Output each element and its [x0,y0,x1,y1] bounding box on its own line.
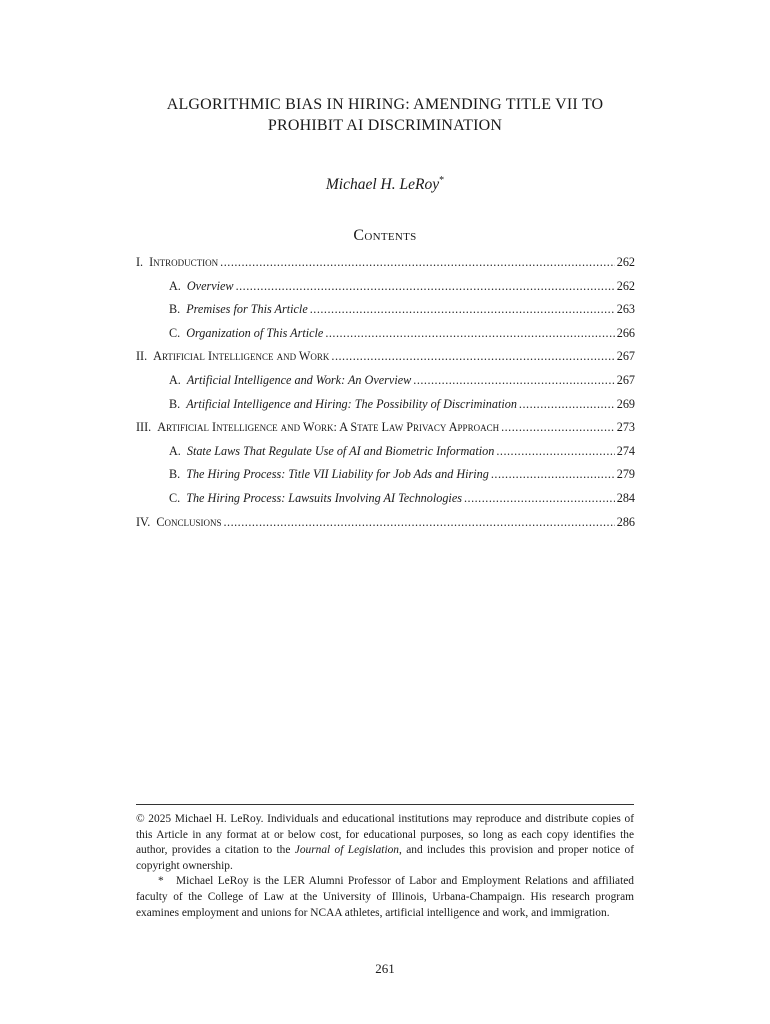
toc-entry-label: Organization of This Article [186,325,324,340]
toc-entry-number: A. [169,372,181,387]
toc-entry-number: II. [136,349,148,364]
toc-entry[interactable] [136,515,635,539]
toc-leader [501,420,615,435]
toc-entry-label: Artificial Intelligence and Hiring: The Possibility of Discrimination [186,396,517,411]
toc-entry[interactable] [136,349,635,373]
page-number: 261 [375,961,395,976]
toc-entry-page: 263 [616,302,635,317]
toc-entry[interactable] [136,444,635,468]
toc-leader [413,373,614,388]
article-title [110,94,660,136]
toc-entry[interactable] [136,326,635,350]
author-byline [0,175,770,194]
toc-entry-number: A. [169,443,181,458]
toc-entry[interactable] [136,302,635,326]
footnote-author-text: Michael LeRoy is the LER Alumni Professor of Labor and Employment Relations and affiliated faculty of the College of Law at the University of Illinois, Urbana-Champaign. His research program examines employment and unions for NCAA athletes, artificial intelligence and work, and immigration. [136,875,634,919]
toc-entry[interactable] [136,255,635,279]
toc-entry-number: IV. [136,514,151,529]
footnote-copyright-text: © 2025 Michael H. LeRoy. Individuals and educational institutions may reproduce and distribute copies of this Article in any format at or below cost, for educational purposes, so long as each copy identifies the author, provides a citation to the [136,813,634,857]
toc-entry[interactable] [136,467,635,491]
toc-entry[interactable] [136,420,635,444]
toc-leader [519,397,615,412]
toc-entry-label: Introduction [149,255,219,269]
toc-entry-number: C. [169,490,181,505]
footnote-mark: * [158,875,164,888]
footnote-copyright-text-end: , and includes this provision and proper notice of copyright ownership. [136,844,634,872]
contents-heading: Contents [353,227,417,244]
toc-leader [496,444,614,459]
footnote-author [136,874,634,921]
toc-entry-label: Artificial Intelligence and Work: An Overview [186,372,412,387]
toc-entry-page: 267 [616,349,635,364]
toc-leader [223,515,614,530]
table-of-contents [136,255,635,538]
toc-entry-number: C. [169,325,181,340]
toc-entry[interactable] [136,373,635,397]
toc-entry-page: 286 [616,514,635,529]
toc-entry-label: The Hiring Process: Lawsuits Involving AI Technologies [186,490,462,505]
toc-entry-page: 273 [616,420,635,435]
toc-leader [491,467,615,482]
toc-entry-label: Artificial Intelligence and Work [153,349,330,364]
toc-entry-label: Overview [186,278,234,293]
toc-entry-label: Premises for This Article [186,302,308,317]
toc-entry-number: A. [169,278,181,293]
toc-entry-page: 266 [616,325,635,340]
toc-entry-label: The Hiring Process: Title VII Liability for Job Ads and Hiring [186,467,489,482]
toc-entry-page: 262 [616,255,635,269]
toc-entry-page: 267 [616,372,635,387]
footnote-divider [136,804,634,805]
title-line-2: PROHIBIT AI DISCRIMINATION [267,117,503,134]
author-footnote-mark[interactable]: * [439,175,445,186]
toc-leader [236,279,615,294]
toc-leader [464,491,615,506]
toc-entry-page: 269 [616,396,635,411]
toc-entry-number: B. [169,396,181,411]
toc-leader [310,302,615,317]
toc-entry-label: Conclusions [156,514,222,529]
toc-entry-number: I. [136,255,144,269]
toc-leader [325,326,614,341]
toc-entry-label: State Laws That Regulate Use of AI and Biometric Information [186,443,495,458]
toc-entry-label: Artificial Intelligence and Work: A State Law Privacy Approach [157,420,500,435]
toc-leader [220,255,615,270]
toc-leader [331,349,614,364]
journal-title: Journal of Legislation [294,844,400,857]
toc-entry-number: III. [136,420,152,435]
toc-entry-number: B. [169,302,181,317]
toc-entry[interactable] [136,279,635,303]
toc-entry-page: 262 [616,278,635,293]
footnote-copyright [136,812,634,874]
toc-entry[interactable] [136,397,635,421]
toc-entry-number: B. [169,467,181,482]
toc-entry-page: 284 [616,490,635,505]
toc-entry[interactable] [136,491,635,515]
footnotes [136,812,634,921]
toc-entry-page: 279 [616,467,635,482]
toc-entry-page: 274 [616,443,635,458]
author-name: Michael H. LeRoy [325,176,440,194]
title-line-1: ALGORITHMIC BIAS IN HIRING: AMENDING TITLE VII TO [166,96,604,113]
